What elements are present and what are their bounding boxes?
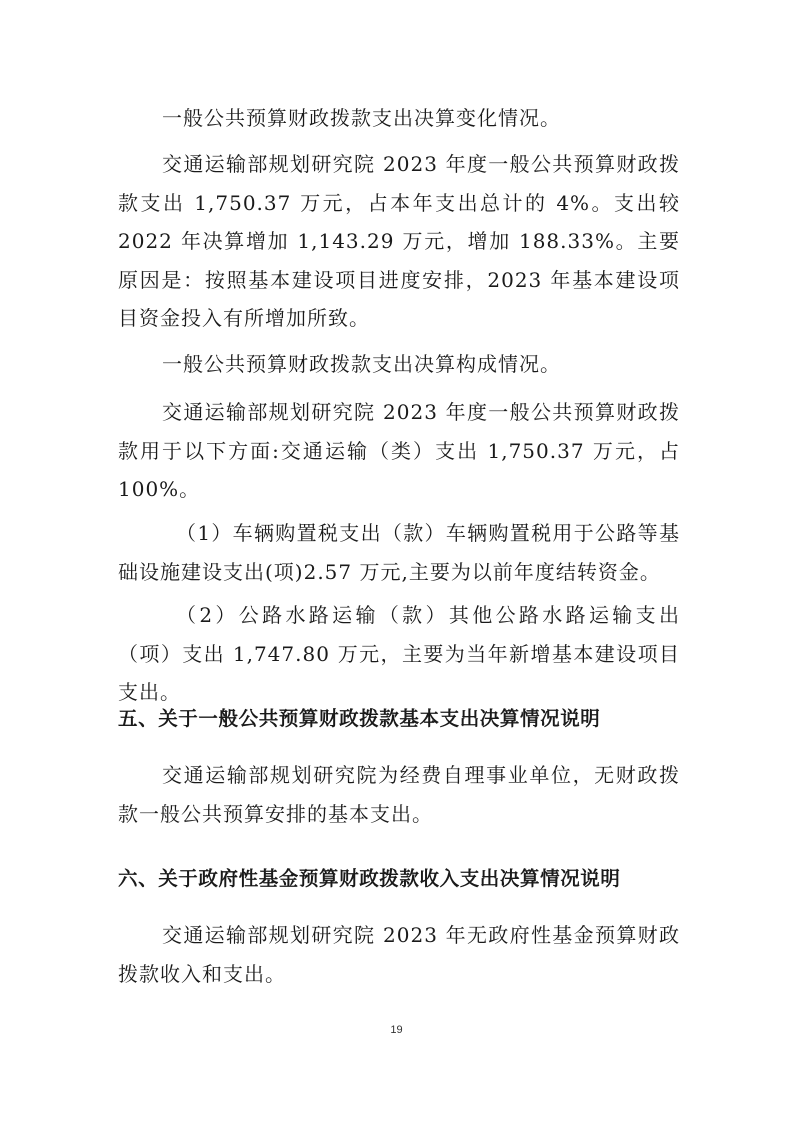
paragraph-expenditure-change-detail: 交通运输部规划研究院 2023 年度一般公共预算财政拨款支出 1,750.37 万元，占本年支出总计的 4%。支出较 2022 年决算增加 1,143.29 万元，增加 188.33%。主要原因是：按照基本建设项目进度安排，2023 年基本建设项目资金投入有所增加所致。 [118,152,680,330]
section-heading-basic-expenditure: 五、关于一般公共预算财政拨款基本支出决算情况说明 [118,707,601,730]
paragraph-vehicle-tax-item: （1）车辆购置税支出（款）车辆购置税用于公路等基础设施建设支出(项)2.57 万元,主要为以前年度结转资金。 [118,521,680,584]
paragraph-expenditure-change-intro: 一般公共预算财政拨款支出决算变化情况。 [162,106,561,130]
paragraph-basic-expenditure-detail: 交通运输部规划研究院为经费自理事业单位，无财政拨款一般公共预算安排的基本支出。 [118,763,680,826]
section-heading-government-fund: 六、关于政府性基金预算财政拨款收入支出决算情况说明 [118,867,621,890]
page-number: 19 [390,1024,403,1036]
paragraph-expenditure-structure-intro: 一般公共预算财政拨款支出决算构成情况。 [162,352,561,376]
paragraph-road-water-transport-item: （2）公路水路运输（款）其他公路水路运输支出（项）支出 1,747.80 万元，主要为当年新增基本建设项目支出。 [118,603,680,704]
paragraph-expenditure-structure-detail: 交通运输部规划研究院 2023 年度一般公共预算财政拨款用于以下方面:交通运输（类）支出 1,750.37 万元，占 100%。 [118,400,680,501]
paragraph-government-fund-detail: 交通运输部规划研究院 2023 年无政府性基金预算财政拨款收入和支出。 [118,923,680,986]
